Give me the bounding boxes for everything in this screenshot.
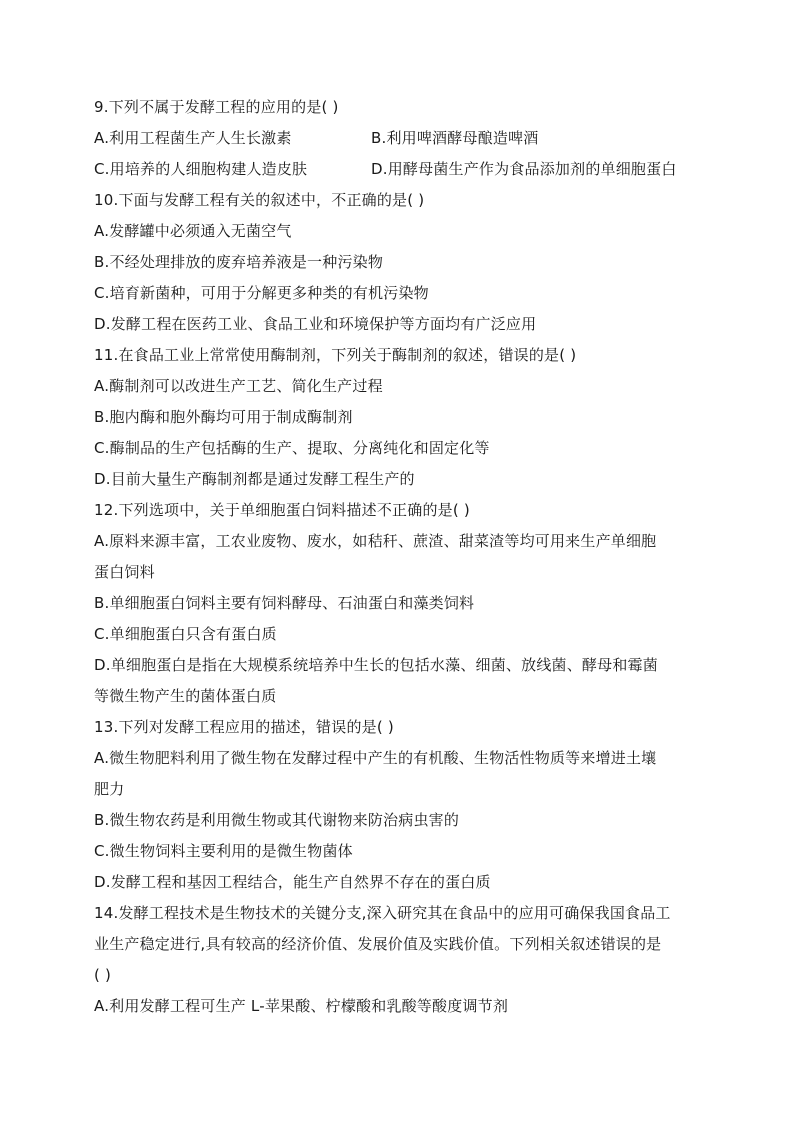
question-13-option-c: C.微生物饲料主要利用的是微生物菌体: [94, 842, 353, 860]
question-10-option-d: D.发酵工程在医药工业、食品工业和环境保护等方面均有广泛应用: [94, 315, 537, 333]
question-9-option-c: C.用培养的人细胞构建人造皮肤: [94, 160, 308, 178]
question-13-option-b: B.微生物农药是利用微生物或其代谢物来防治病虫害的: [94, 811, 460, 829]
question-12-option-c: C.单细胞蛋白只含有蛋白质: [94, 625, 277, 643]
question-13-option-a-line-1: A.微生物肥料利用了微生物在发酵过程中产生的有机酸、生物活性物质等来增进土壤: [94, 749, 657, 767]
question-14-stem-line-2: 业生产稳定进行,具有较高的经济价值、发展价值及实践价值。下列相关叙述错误的是: [94, 935, 662, 953]
question-9-options-row-1: [94, 123, 700, 154]
question-12-option-d-line-1: D.单细胞蛋白是指在大规模系统培养中生长的包括水藻、细菌、放线菌、酵母和霉菌: [94, 656, 658, 674]
question-11-option-c: C.酶制品的生产包括酶的生产、提取、分离纯化和固定化等: [94, 439, 490, 457]
question-14-option-a: A.利用发酵工程可生产 L-苹果酸、柠檬酸和乳酸等酸度调节剂: [94, 997, 509, 1015]
question-14-stem-line-3: ( ): [94, 966, 112, 984]
question-10-option-a: A.发酵罐中必须通入无菌空气: [94, 222, 292, 240]
question-9-option-a: A.利用工程菌生产人生长激素: [94, 129, 292, 147]
question-9-options-row-2: [94, 154, 700, 185]
question-list: [94, 92, 700, 1022]
question-12-option-a-line-2: 蛋白饲料: [94, 563, 155, 581]
question-13-stem: 13.下列对发酵工程应用的描述，错误的是( ): [94, 718, 394, 736]
question-9-stem: 9.下列不属于发酵工程的应用的是( ): [94, 98, 339, 116]
question-14-stem-line-1: 14.发酵工程技术是生物技术的关键分支,深入研究其在食品中的应用可确保我国食品工: [94, 904, 671, 922]
question-9-option-d: D.用酵母菌生产作为食品添加剂的单细胞蛋白: [371, 160, 677, 178]
question-10-stem: 10.下面与发酵工程有关的叙述中，不正确的是( ): [94, 191, 425, 209]
question-13-option-a-line-2: 肥力: [94, 780, 125, 798]
question-12-option-a-line-1: A.原料来源丰富，工农业废物、废水，如秸秆、蔗渣、甜菜渣等均可用来生产单细胞: [94, 532, 657, 550]
question-9-option-b: B.利用啤酒酵母酿造啤酒: [371, 129, 539, 147]
question-11-option-d: D.目前大量生产酶制剂都是通过发酵工程生产的: [94, 470, 415, 488]
question-13-option-d: D.发酵工程和基因工程结合，能生产自然界不存在的蛋白质: [94, 873, 491, 891]
question-12-option-d-line-2: 等微生物产生的菌体蛋白质: [94, 687, 277, 705]
question-11-option-a: A.酶制剂可以改进生产工艺、简化生产过程: [94, 377, 383, 395]
question-12-stem: 12.下列选项中，关于单细胞蛋白饲料描述不正确的是( ): [94, 501, 470, 519]
question-11-option-b: B.胞内酶和胞外酶均可用于制成酶制剂: [94, 408, 353, 426]
question-10-option-b: B.不经处理排放的废弃培养液是一种污染物: [94, 253, 384, 271]
question-12-option-b: B.单细胞蛋白饲料主要有饲料酵母、石油蛋白和藻类饲料: [94, 594, 475, 612]
question-10-option-c: C.培育新菌种，可用于分解更多种类的有机污染物: [94, 284, 429, 302]
question-11-stem: 11.在食品工业上常常使用酶制剂，下列关于酶制剂的叙述，错误的是( ): [94, 346, 577, 364]
